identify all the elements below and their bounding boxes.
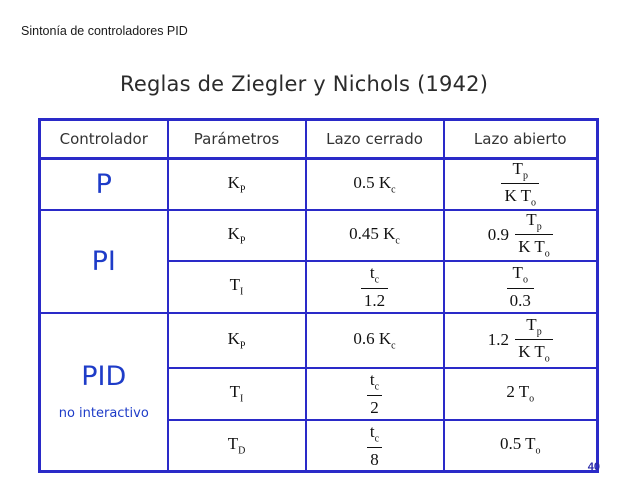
param-cell (168, 210, 306, 261)
denominator-subscript: o (531, 197, 537, 209)
numerator-subscript: p (522, 170, 528, 182)
closed-loop-cell (306, 313, 444, 368)
closed-loop-fraction (361, 264, 388, 308)
page-number: 40 (587, 461, 600, 473)
open-loop-fraction (501, 160, 539, 209)
table-row (40, 210, 598, 261)
controller-label-pid: PID (81, 360, 127, 392)
param-subscript: P (239, 184, 246, 196)
open-loop-cell (444, 159, 598, 210)
closed-loop-subscript: c (395, 235, 400, 247)
param-cell (168, 159, 306, 210)
column-header-controlador: Controlador (40, 120, 168, 159)
numerator-subscript: c (374, 433, 380, 445)
fraction-numerator (515, 211, 553, 234)
numerator-symbol: T (526, 209, 537, 229)
numerator-subscript: p (536, 221, 542, 233)
closed-loop-cell (306, 210, 444, 261)
numerator-symbol: t (369, 370, 375, 390)
closed-loop-value: 0.5 K (353, 173, 392, 193)
open-loop-fraction (507, 264, 534, 308)
numerator-subscript: o (522, 274, 528, 286)
controller-cell-pid (40, 313, 168, 472)
fraction-numerator (515, 316, 553, 339)
param-cell (168, 420, 306, 472)
controller-cell-p (40, 159, 168, 210)
open-loop-value: 0.5 T (499, 434, 536, 454)
denominator-symbol: K T (518, 237, 545, 257)
param-symbol: K (227, 328, 240, 348)
column-header-lazo-cerrado: Lazo cerrado (306, 120, 444, 159)
open-loop-cell (444, 210, 598, 261)
fraction-denominator: 8 (367, 447, 382, 468)
param-symbol: T (227, 434, 239, 454)
param-cell (168, 313, 306, 368)
closed-loop-subscript: c (391, 340, 396, 352)
slide-title: Reglas de Ziegler y Nichols (1942) (120, 72, 489, 96)
page-header: Sintonía de controladores PID (21, 24, 188, 38)
fraction-numerator (367, 423, 382, 446)
table-header-row (40, 120, 598, 159)
param-subscript: I (240, 286, 244, 298)
param-cell (168, 261, 306, 313)
numerator-symbol: T (512, 263, 523, 283)
param-symbol: K (227, 173, 240, 193)
controller-label-p: P (95, 168, 112, 200)
numerator-symbol: T (512, 159, 523, 178)
closed-loop-subscript: c (391, 184, 396, 196)
table-row (40, 313, 598, 368)
param-subscript: I (240, 393, 244, 405)
denominator-symbol: K T (504, 186, 532, 206)
closed-loop-value: 0.6 K (353, 328, 392, 348)
numerator-subscript: c (374, 274, 380, 286)
fraction-numerator (367, 371, 382, 394)
param-subscript: D (238, 445, 246, 457)
closed-loop-cell (306, 261, 444, 313)
fraction-denominator (515, 234, 553, 259)
param-subscript: P (239, 235, 246, 247)
denominator-subscript: o (544, 353, 550, 365)
param-symbol: T (229, 382, 241, 402)
fraction-numerator (361, 264, 388, 287)
fraction-denominator (515, 339, 553, 364)
open-loop-cell (444, 368, 598, 420)
column-header-lazo-abierto: Lazo abierto (444, 120, 598, 159)
param-symbol: T (229, 275, 241, 295)
numerator-subscript: c (374, 381, 380, 393)
closed-loop-value: 0.45 K (349, 223, 396, 243)
fraction-denominator (501, 183, 539, 208)
open-loop-value: 2 T (506, 382, 530, 402)
param-cell (168, 368, 306, 420)
controller-note-pid: no interactivo (58, 405, 149, 421)
open-loop-subscript: o (529, 393, 535, 405)
open-loop-subscript: o (535, 445, 541, 457)
open-loop-coefficient: 0.9 (487, 225, 509, 245)
closed-loop-fraction (367, 423, 382, 467)
fraction-numerator (501, 160, 539, 183)
numerator-symbol: t (369, 422, 375, 442)
param-subscript: P (239, 340, 246, 352)
closed-loop-cell (306, 159, 444, 210)
open-loop-cell (444, 261, 598, 313)
controller-cell-pi (40, 210, 168, 313)
closed-loop-cell (306, 368, 444, 420)
denominator-symbol: K T (518, 342, 545, 362)
open-loop-cell (444, 313, 598, 368)
column-header-parametros: Parámetros (168, 120, 306, 159)
numerator-symbol: T (526, 314, 537, 334)
table-row (40, 159, 598, 210)
closed-loop-fraction (367, 371, 382, 415)
controller-label-pi: PI (91, 245, 116, 277)
open-loop-fraction (515, 316, 553, 365)
param-symbol: K (227, 223, 240, 243)
fraction-denominator: 2 (367, 395, 382, 416)
ziegler-nichols-table (38, 118, 599, 473)
closed-loop-cell (306, 420, 444, 472)
fraction-denominator: 1.2 (361, 288, 388, 309)
open-loop-fraction (515, 211, 553, 260)
open-loop-coefficient: 1.2 (487, 330, 509, 350)
numerator-subscript: p (536, 326, 542, 338)
numerator-symbol: t (369, 263, 375, 283)
denominator-subscript: o (544, 248, 550, 260)
fraction-denominator: 0.3 (507, 288, 534, 309)
fraction-numerator (507, 264, 534, 287)
